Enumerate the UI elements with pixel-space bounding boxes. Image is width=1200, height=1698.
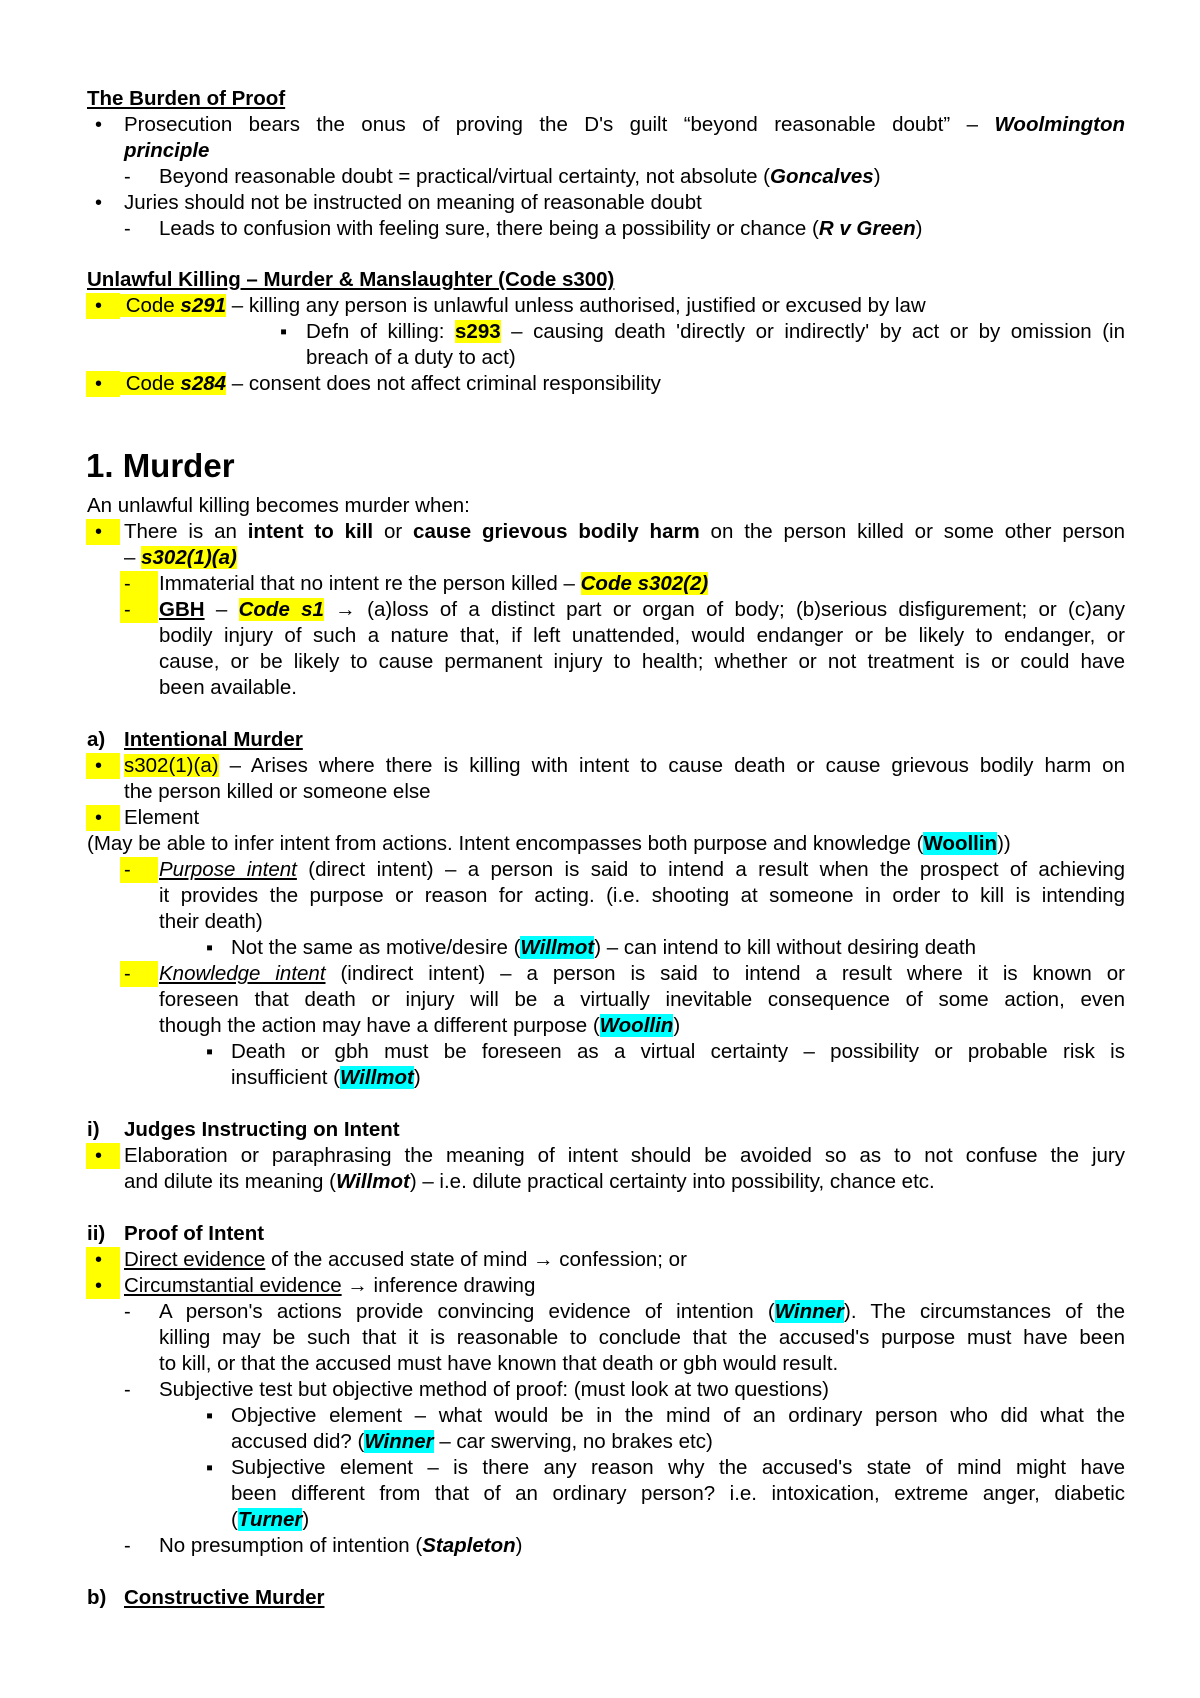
- intentional-bullet-1-cont: the person killed or someone else: [124, 780, 431, 803]
- intentional-bullet-1: s302(1)(a) – Arises where there is killing with intent to cause death or cause grievous bodily harm on: [124, 754, 1125, 777]
- dash-icon: [120, 1533, 154, 1559]
- subsection-label: a): [87, 728, 106, 751]
- bullet-icon: [86, 1273, 120, 1299]
- proof-subsub-1: Objective element – what would be in the mind of an ordinary person who did what the: [231, 1404, 1125, 1427]
- unlawful-bullet-2: Code s284 – consent does not affect criminal responsibility: [120, 371, 661, 397]
- section-heading-burden: The Burden of Proof: [87, 87, 286, 110]
- subsection-heading-intentional: Intentional Murder: [124, 728, 303, 751]
- subsection-heading-constructive: Constructive Murder: [124, 1586, 325, 1609]
- judges-bullet-1-cont: and dilute its meaning (Willmot) – i.e. dilute practical certainty into possibility, chance etc.: [124, 1170, 935, 1193]
- subsection-label: ii): [87, 1222, 106, 1245]
- intentional-subsub-2-cont: insufficient (Willmot): [231, 1066, 421, 1089]
- arrow-right-icon: [335, 598, 356, 621]
- proof-sub-1-line3: to kill, or that the accused must have known that death or gbh would result.: [159, 1352, 839, 1375]
- bullet-icon: [86, 1247, 120, 1273]
- intentional-sub-2: Knowledge intent (indirect intent) – a person is said to intend a result where it is known or: [159, 962, 1125, 985]
- intentional-sub-2-line3: though the action may have a different purpose (Woollin): [159, 1014, 681, 1037]
- proof-subsub-2-line2: been different from that of an ordinary person? i.e. intoxication, extreme anger, diabetic: [231, 1482, 1125, 1505]
- dash-icon: [120, 164, 154, 190]
- proof-sub-1-line2: killing may be such that it is reasonable to conclude that the accused's purpose must have been: [159, 1326, 1125, 1349]
- bullet-icon: [86, 805, 120, 831]
- proof-bullet-2: Circumstantial evidence → inference drawing: [124, 1273, 535, 1299]
- burden-bullet-2: Juries should not be instructed on meaning of reasonable doubt: [124, 191, 702, 214]
- dash-icon: [120, 1377, 154, 1403]
- bullet-icon: [86, 190, 120, 216]
- intentional-sub-1: Purpose intent (direct intent) – a person is said to intend a result when the prospect of achieving: [159, 858, 1126, 881]
- intentional-bullet-2: Element: [124, 806, 200, 829]
- subsection-label: b): [87, 1586, 107, 1609]
- intentional-sub-1-line2: it provides the purpose or reason for acting. (i.e. shooting at someone in order to kill is intending: [159, 884, 1125, 907]
- burden-bullet-1: Prosecution bears the onus of proving the D's guilt “beyond reasonable doubt” – Woolmington: [124, 113, 1125, 136]
- proof-subsub-2-line3: (Turner): [231, 1508, 310, 1531]
- burden-sub-1: Beyond reasonable doubt = practical/virtual certainty, not absolute (Goncalves): [159, 165, 881, 188]
- dash-icon: [120, 216, 154, 242]
- arrow-right-icon: [533, 1248, 554, 1271]
- intentional-subsub-1: Not the same as motive/desire (Willmot) – can intend to kill without desiring death: [231, 936, 977, 959]
- unlawful-sub-1: Defn of killing: s293 – causing death 'directly or indirectly' by act or by omission (in: [306, 320, 1125, 343]
- unlawful-sub-1-cont: breach of a duty to act): [306, 346, 516, 369]
- page-title: 1. Murder: [86, 447, 235, 484]
- dash-icon: [120, 1299, 154, 1325]
- murder-bullet-1: There is an intent to kill or cause grievous bodily harm on the person killed or some other person: [124, 520, 1126, 543]
- intentional-sub-1-line3: their death): [159, 910, 263, 933]
- subsection-heading-proof: Proof of Intent: [124, 1222, 265, 1245]
- bullet-icon: [86, 519, 120, 545]
- dash-icon: [120, 597, 158, 623]
- bullet-icon: [86, 753, 120, 779]
- judges-bullet-1: Elaboration or paraphrasing the meaning of intent should be avoided so as to not confuse the jury: [124, 1144, 1125, 1167]
- murder-sub-2-line3: cause, or be likely to cause permanent injury to health; whether or not treatment is or could have: [159, 650, 1125, 673]
- proof-subsub-1-cont: accused did? (Winner – car swerving, no brakes etc): [231, 1430, 713, 1453]
- proof-subsub-2: Subjective element – is there any reason why the accused's state of mind might have: [231, 1456, 1125, 1479]
- intentional-para: (May be able to infer intent from actions. Intent encompasses both purpose and knowledge (Woollin)): [87, 832, 1011, 855]
- dash-icon: [120, 571, 158, 597]
- subsection-heading-judges: Judges Instructing on Intent: [124, 1118, 400, 1141]
- bullet-icon: [86, 1143, 120, 1169]
- bullet-icon: [86, 112, 120, 138]
- bullet-icon: [86, 293, 120, 319]
- murder-sub-2-line2: bodily injury of such a nature that, if left unattended, would endanger or be likely to endanger, or: [159, 624, 1125, 647]
- proof-bullet-1: Direct evidence of the accused state of mind → confession; or: [124, 1247, 687, 1273]
- intentional-subsub-2: Death or gbh must be foreseen as a virtual certainty – possibility or probable risk is: [231, 1040, 1125, 1063]
- burden-sub-2: Leads to confusion with feeling sure, there being a possibility or chance (R v Green): [159, 217, 923, 240]
- proof-sub-1: A person's actions provide convincing evidence of intention (Winner). The circumstances of the: [159, 1300, 1125, 1323]
- murder-sub-2-line4: been available.: [159, 676, 297, 699]
- bullet-icon: [86, 371, 120, 397]
- subsection-label: i): [87, 1118, 100, 1141]
- proof-sub-2: Subjective test but objective method of proof: (must look at two questions): [159, 1378, 830, 1401]
- case-name: principle: [124, 139, 210, 162]
- murder-bullet-1-cont: – s302(1)(a): [124, 546, 237, 569]
- proof-sub-3: No presumption of intention (Stapleton): [159, 1534, 523, 1557]
- arrow-right-icon: [347, 1274, 368, 1297]
- unlawful-bullet-1: Code s291 – killing any person is unlawful unless authorised, justified or excused by law: [120, 293, 926, 319]
- murder-intro: An unlawful killing becomes murder when:: [87, 494, 470, 517]
- dash-icon: [120, 961, 158, 987]
- murder-sub-1: Immaterial that no intent re the person killed – Code s302(2): [159, 572, 709, 595]
- murder-sub-2: GBH – Code s1 → (a)loss of a distinct part or organ of body; (b)serious disfigurement; or (c)any: [159, 597, 1125, 623]
- section-heading-unlawful: Unlawful Killing – Murder & Manslaughter (Code s300): [87, 268, 615, 291]
- dash-icon: [120, 857, 158, 883]
- intentional-sub-2-line2: foreseen that death or injury will be a virtually inevitable consequence of some action, even: [159, 988, 1125, 1011]
